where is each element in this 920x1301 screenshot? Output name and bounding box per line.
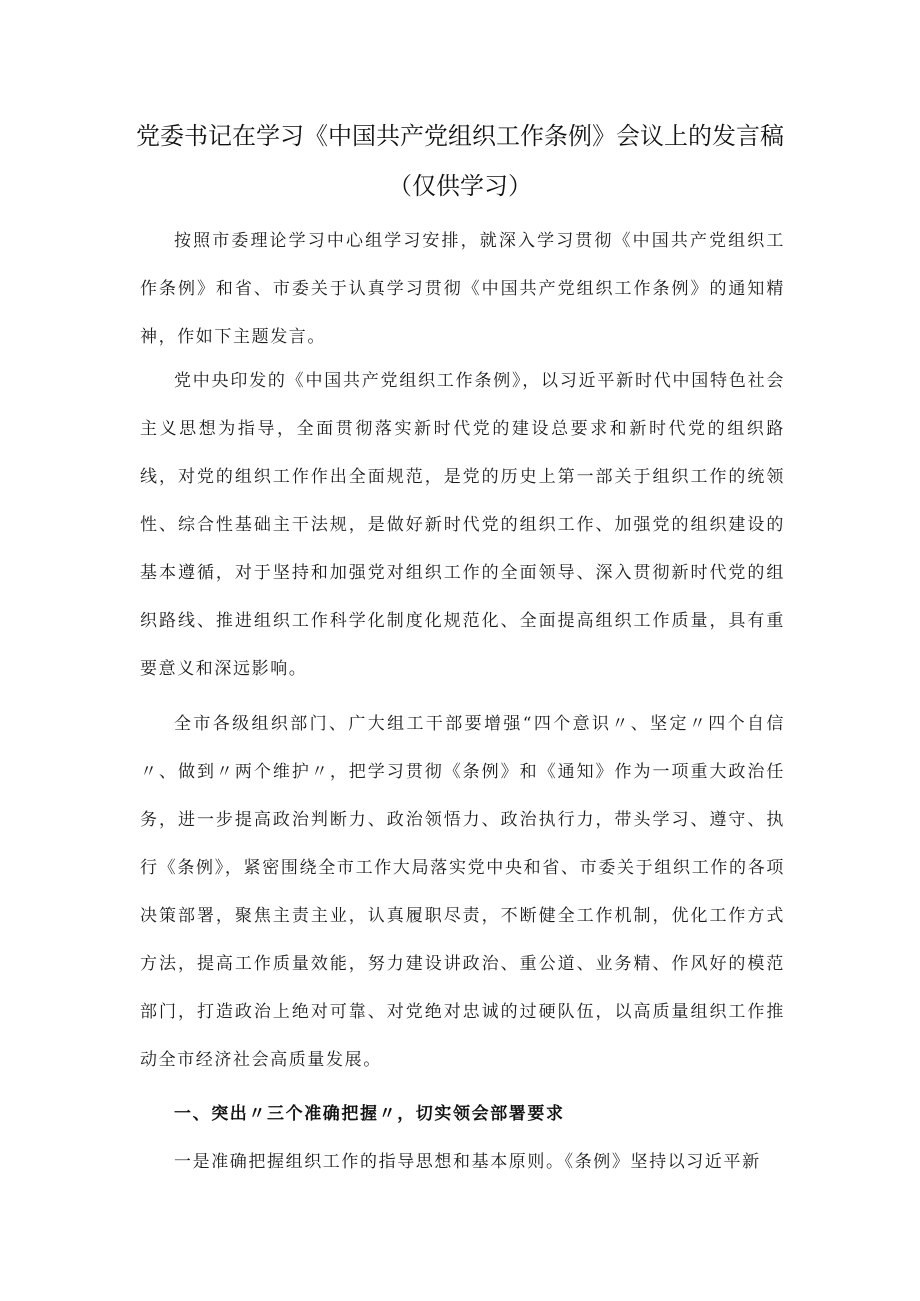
paragraph-section-1: 一是准确把握组织工作的指导思想和基本原则。《条例》坚持以习近平新 bbox=[174, 1152, 761, 1172]
paragraph-intro: 按照市委理论学习中心组学习安排，就深入学习贯彻《中国共产党组织工作条例》和省、市委关于认真学习贯彻《中国共产党组织工作条例》的通知精神，作如下主题发言。 bbox=[140, 231, 785, 347]
paragraph-significance: 党中央印发的《中国共产党组织工作条例》，以习近平新时代中国特色社会主义思想为指导，全面贯彻落实新时代党的建设总要求和新时代党的组织路线，对党的组织工作作出全面规范，是党的历史上第一部关于组织工作的统领性、综合性基础主干法规，是做好新时代党的组织工作、加强党的组织建设的基本遵循，对于坚持和加强党对组织工作的全面领导、深入贯彻新时代党的组织路线、推进组织工作科学化制度化规范化、全面提高组织工作质量，具有重要意义和深远影响。 bbox=[140, 371, 785, 679]
paragraph-requirements: 全市各级组织部门、广大组工干部要增强“四个意识〃、坚定〃四个自信〃、做到〃两个维护〃，把学习贯彻《条例》和《通知》作为一项重大政治任务，进一步提高政治判断力、政治领悟力、政治执行力，带头学习、遵守、执行《条例》，紧密围绕全市工作大局落实党中央和省、市委关于组织工作的各项决策部署，聚焦主责主业，认真履职尽责，不断健全工作机制，优化工作方式方法，提高工作质量效能，努力建设讲政治、重公道、业务精、作风好的模范部门，打造政治上绝对可靠、对党绝对忠诚的过硬队伍，以高质量组织工作推动全市经济社会高质量发展。 bbox=[140, 714, 785, 1070]
document-title: 党委书记在学习《中国共产党组织工作条例》会议上的发言稿 bbox=[136, 122, 784, 150]
section-heading-1: 一、突出〃三个准确把握〃，切实领会部署要求 bbox=[174, 1104, 565, 1124]
document-subtitle: （仅供学习） bbox=[388, 172, 532, 200]
